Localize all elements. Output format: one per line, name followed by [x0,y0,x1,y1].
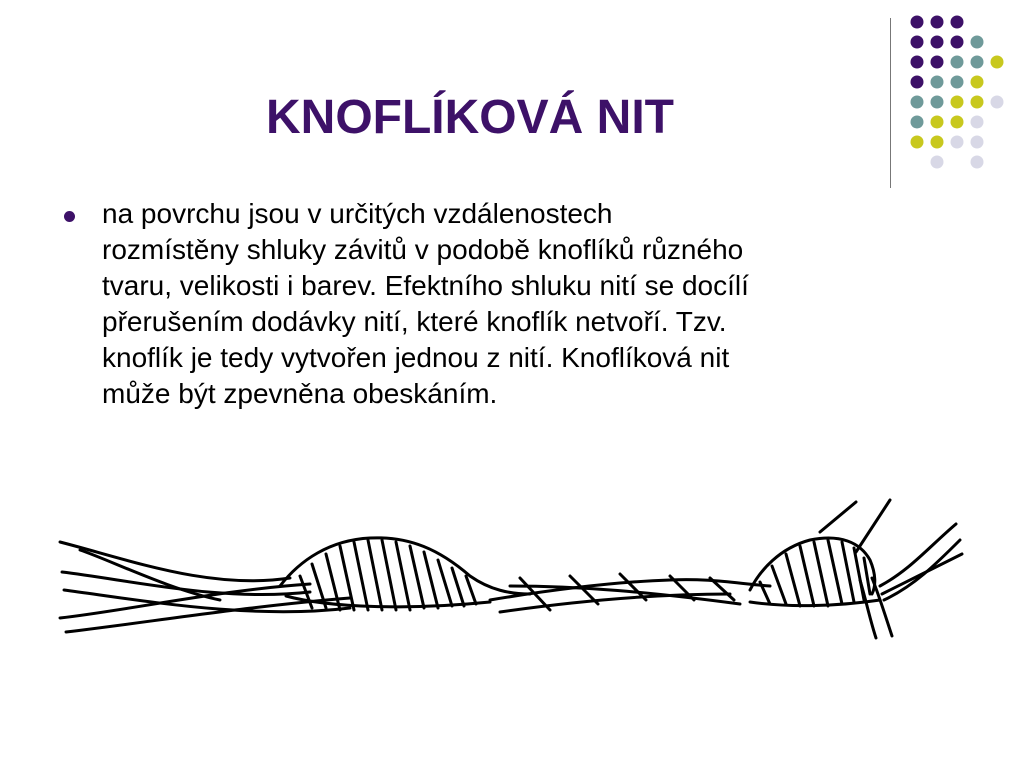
decorative-dot [991,96,1004,109]
decorative-dot [931,36,944,49]
decorative-dot [951,16,964,29]
decorative-dot [971,136,984,149]
bullet-item [60,196,960,412]
decorative-dot [931,76,944,89]
decorative-dot [931,116,944,129]
decorative-dot [911,16,924,29]
decorative-dot [951,76,964,89]
knob-yarn-drawing-icon [50,490,970,650]
decorative-dot [951,56,964,69]
decorative-dot [951,36,964,49]
decorative-dot [911,96,924,109]
decorative-dot [931,96,944,109]
decorative-dot [911,56,924,69]
decorative-dot [911,136,924,149]
decorative-dot [911,76,924,89]
bullet-list [60,196,960,412]
decorative-dot [951,116,964,129]
decorative-dot [951,96,964,109]
decorative-dot-grid-icon [890,10,1024,190]
decorative-dot [911,36,924,49]
decorative-dot [971,116,984,129]
decorative-dot [951,136,964,149]
decorative-dot [971,76,984,89]
decorative-dot [971,156,984,169]
decorative-dot [971,56,984,69]
decorative-dot [971,36,984,49]
bullet-dot-icon [64,211,75,222]
decorative-dot [911,116,924,129]
decorative-dot [971,96,984,109]
slide-title: KNOFLÍKOVÁ NIT [266,91,674,144]
decorative-dot [931,56,944,69]
decorative-dot [931,136,944,149]
bullet-text: na povrchu jsou v určitých vzdálenostech rozmístěny shluky závitů v podobě knoflíků různého tvaru, velikosti i barev. Efektního shluku nití se docílí přerušením dodávky nití, které knoflík netvoří. Tzv. knoflík je tedy vytvořen jednou z nití. Knoflíková nit může být zpevněna obeskáním. [102,198,749,409]
decorative-dot [931,16,944,29]
decorative-dot [931,156,944,169]
decorative-dot [991,56,1004,69]
